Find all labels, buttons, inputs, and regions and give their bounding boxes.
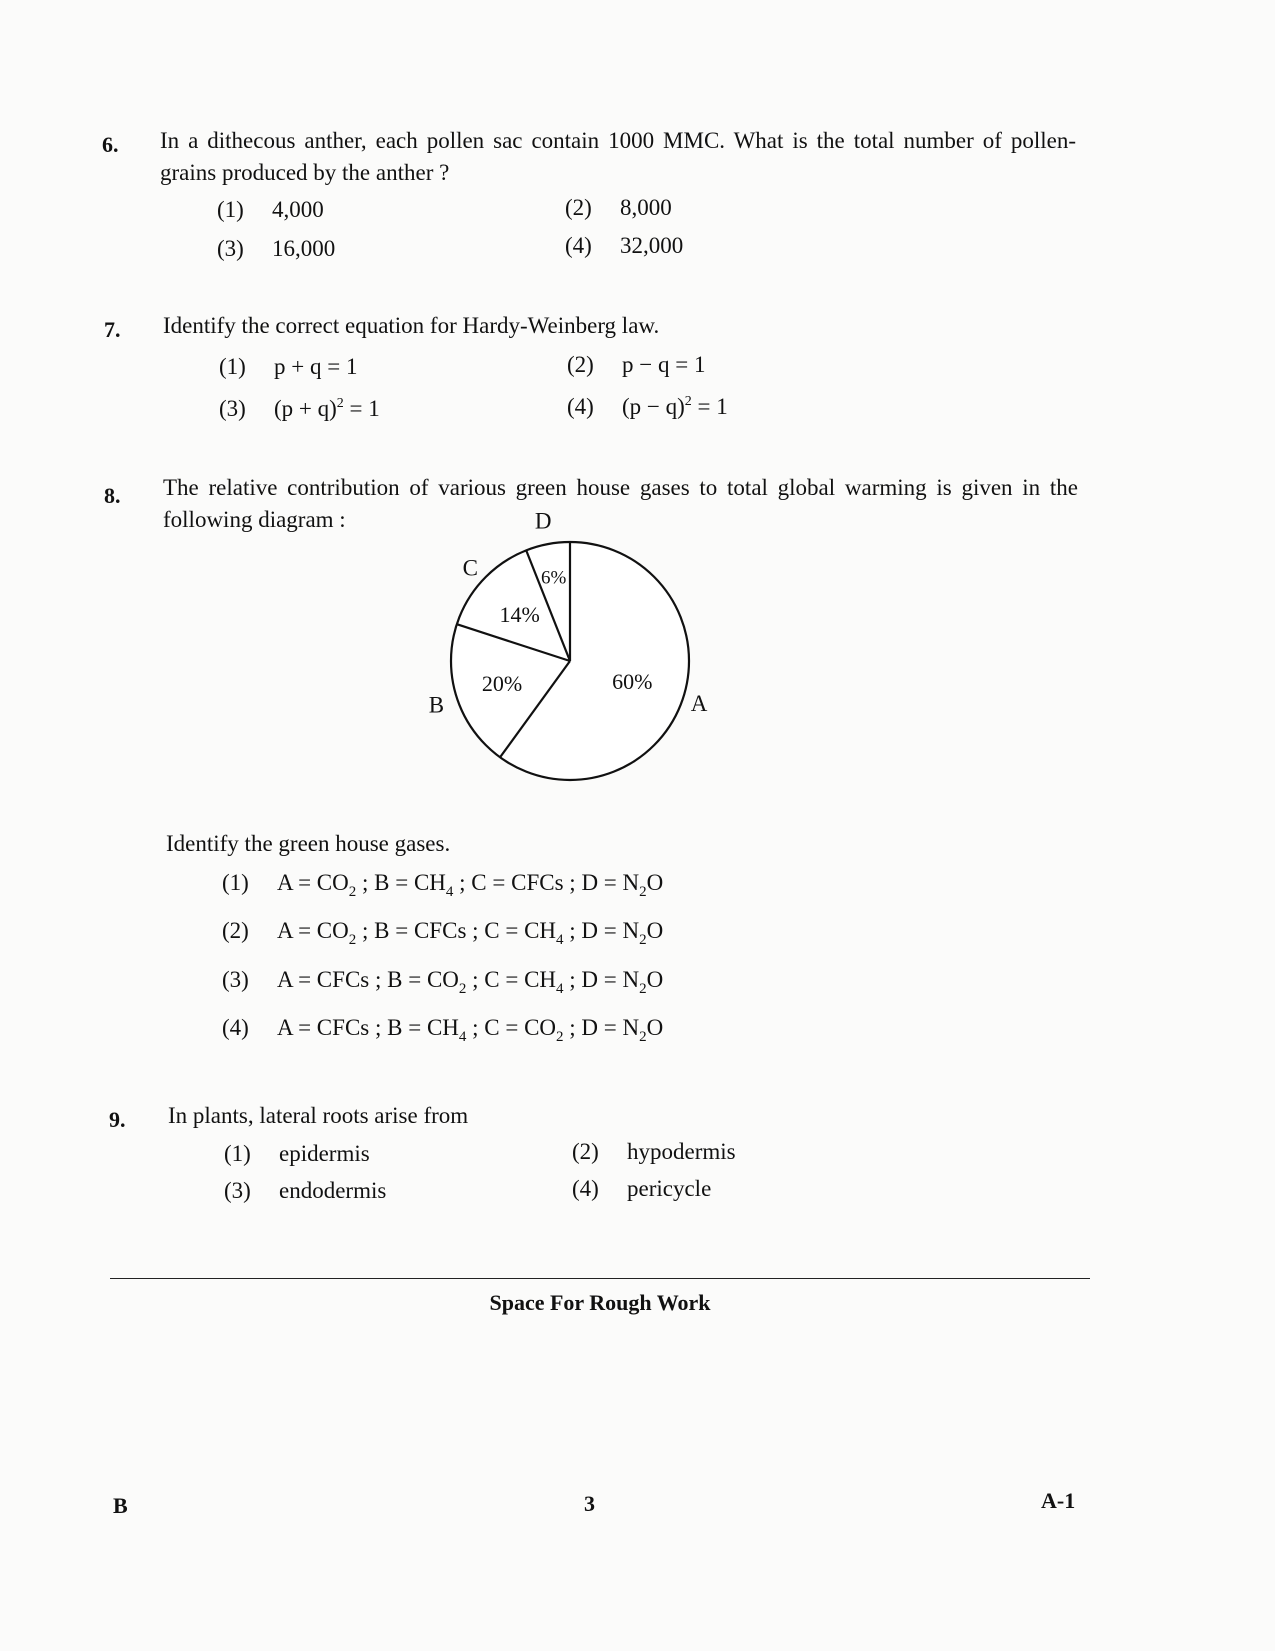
question-number: 7. (104, 317, 121, 342)
pie-value-label-B: 20% (481, 671, 523, 697)
option-label: (1) (224, 1141, 251, 1166)
option-label: (4) (572, 1176, 599, 1201)
option-text: A = CFCs ; $B = CO_2$ ; $C = CH_4$ ; $D = N_2O$ (277, 967, 664, 997)
pie-slice-label-D: D (534, 508, 552, 534)
question-text: The relative contribution of various green house gases to total global warming is given in the following diagram : (163, 475, 1078, 532)
footer-left: B (113, 1493, 128, 1518)
option-label: (1) (222, 870, 249, 895)
question-number: 9. (109, 1107, 126, 1132)
option-text: 32,000 (620, 233, 684, 258)
option-label: (2) (565, 195, 592, 220)
option-text: $(p - q)^2 = 1$ (622, 394, 728, 419)
option-text: p − q = 1 (622, 352, 706, 377)
option-text: $A = CO_2$ ; B = CFCs ; $C = CH_4$ ; $D = N_2O$ (277, 918, 664, 948)
pie-slice-label-B: B (428, 692, 445, 718)
question-text: In a dithecous anther, each pollen sac contain 1000 MMC. What is the total number of pollen-grains produced by the anther ? (160, 128, 1076, 185)
option-label: (3) (219, 396, 246, 421)
option-3[interactable] (217, 236, 335, 262)
option-text: 16,000 (272, 236, 336, 261)
option-label: (4) (565, 233, 592, 258)
page-number: 3 (584, 1491, 595, 1516)
option-text: A = CFCs ; $B = CH_4$ ; $C = CO_2$ ; $D = N_2O$ (277, 1015, 664, 1045)
question-text: Identify the correct equation for Hardy-Weinberg law. (163, 313, 660, 338)
option-label: (4) (222, 1015, 249, 1040)
option-1[interactable] (219, 354, 357, 380)
question-number: 6. (102, 132, 119, 157)
rough-work-heading: Space For Rough Work (489, 1290, 711, 1315)
option-text: endodermis (279, 1178, 387, 1203)
question-number: 8. (104, 483, 121, 508)
question-text: In plants, lateral roots arise from (168, 1103, 469, 1128)
option-label: (3) (217, 236, 244, 261)
question-prompt: Identify the green house gases. (166, 831, 451, 856)
option-text: $A = CO_2$ ; $B = CH_4$ ; C = CFCs ; $D = N_2O$ (277, 870, 664, 900)
option-text: pericycle (627, 1176, 712, 1201)
option-label: (2) (222, 918, 249, 943)
option-text: $(p + q)^2 = 1$ (274, 396, 380, 421)
option-2[interactable] (567, 352, 705, 378)
pie-value-label-A: 60% (612, 669, 653, 695)
option-label: (2) (567, 352, 594, 377)
option-3[interactable] (219, 396, 380, 422)
option-label: (1) (217, 197, 244, 222)
option-3[interactable] (224, 1178, 386, 1204)
option-4[interactable] (222, 1015, 664, 1045)
option-2[interactable] (572, 1139, 736, 1165)
option-1[interactable] (217, 197, 324, 223)
option-text: 8,000 (620, 195, 672, 220)
pie-value-label-D: 6% (541, 567, 567, 589)
option-3[interactable] (222, 967, 664, 997)
option-1[interactable] (222, 870, 664, 900)
option-4[interactable] (567, 394, 728, 420)
option-text: hypodermis (627, 1139, 736, 1164)
option-text: epidermis (279, 1141, 370, 1166)
option-label: (3) (224, 1178, 251, 1203)
divider-line (110, 1278, 1090, 1279)
option-4[interactable] (565, 233, 683, 259)
option-label: (3) (222, 967, 249, 992)
option-2[interactable] (222, 918, 664, 948)
option-4[interactable] (572, 1176, 711, 1202)
pie-slice-label-A: A (690, 690, 708, 716)
pie-chart (400, 508, 800, 838)
option-label: (1) (219, 354, 246, 379)
pie-slice-label-C: C (462, 555, 478, 581)
option-text: 4,000 (272, 197, 324, 222)
option-text: p + q = 1 (274, 354, 358, 379)
option-label: (2) (572, 1139, 599, 1164)
option-label: (4) (567, 394, 594, 419)
footer-right: A-1 (1041, 1488, 1076, 1513)
option-1[interactable] (224, 1141, 370, 1167)
pie-value-label-C: 14% (499, 601, 540, 627)
option-2[interactable] (565, 195, 672, 221)
